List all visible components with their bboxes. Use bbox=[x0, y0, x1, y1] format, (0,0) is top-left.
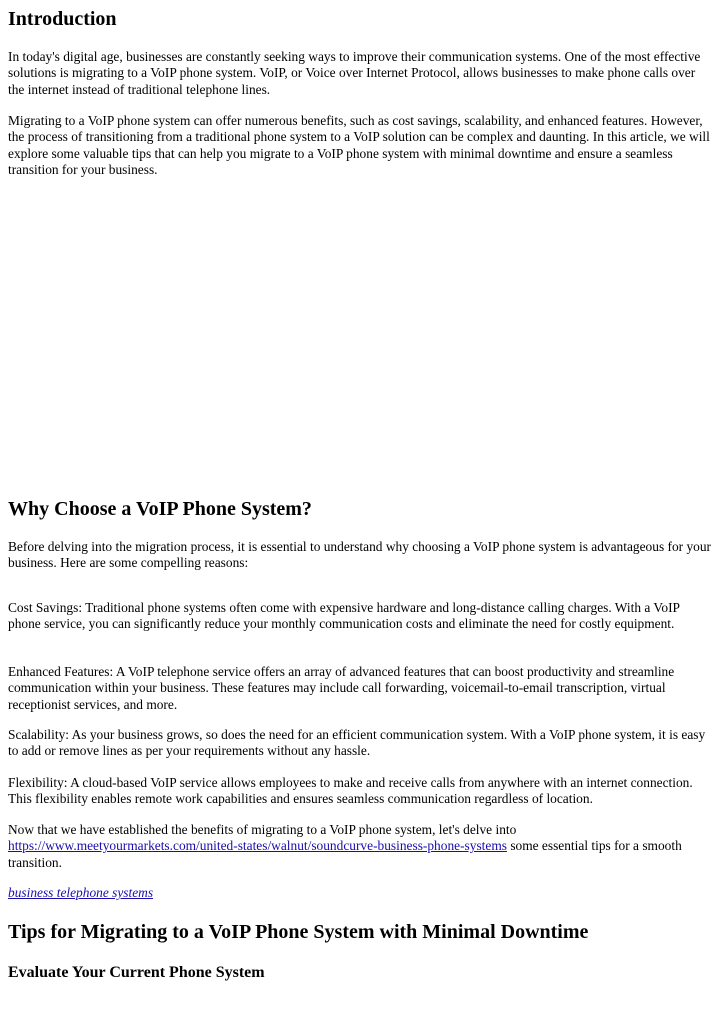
why-paragraph-intro: Before delving into the migration process, it is essential to understand why choosing a VoIP phone system is advantageous for your business. Here are some compelling reasons: bbox=[8, 539, 712, 571]
enhanced-features-paragraph: Enhanced Features: A VoIP telephone service offers an array of advanced features that can boost productivity and streamline communication within your business. These features may include call forwarding, voicemail-to-email transcription, virtual receptionist services, and more. bbox=[8, 664, 675, 712]
transition-text-after: some essential tips for a smooth transition. bbox=[8, 838, 682, 870]
transition-text-before: Now that we have established the benefits of migrating to a VoIP phone system, let's delve into bbox=[8, 822, 517, 837]
flexibility-paragraph: Flexibility: A cloud-based VoIP service allows employees to make and receive calls from anywhere with an internet connection. This flexibility enables remote work capabilities and ensures seamless communication regardless of location. bbox=[8, 775, 693, 807]
business-telephone-link-paragraph bbox=[8, 885, 714, 901]
transition-paragraph bbox=[8, 822, 714, 871]
cost-savings-paragraph: Cost Savings: Traditional phone systems often come with expensive hardware and long-distance calling charges. With a VoIP phone service, you can significantly reduce your monthly communication costs and eliminate the need for costly equipment. bbox=[8, 600, 680, 632]
intro-paragraph-1: In today's digital age, businesses are constantly seeking ways to improve their communication systems. One of the most effective solutions is migrating to a VoIP phone system. VoIP, or Voice over Internet Protocol, allows businesses to make phone calls over the internet instead of traditional telephone lines. bbox=[8, 49, 701, 97]
meetyourmarkets-link[interactable]: https://www.meetyourmarkets.com/united-states/walnut/soundcurve-business-phone-systems bbox=[8, 838, 507, 854]
intro-heading: Introduction bbox=[8, 8, 117, 30]
evaluate-subheading: Evaluate Your Current Phone System bbox=[8, 964, 265, 981]
intro-paragraph-2: Migrating to a VoIP phone system can offer numerous benefits, such as cost savings, scalability, and enhanced features. However, the process of transitioning from a traditional phone system to a VoIP solution can be complex and daunting. In this article, we will explore some valuable tips that can help you migrate to a VoIP phone system with minimal downtime and ensure a seamless transition for your business. bbox=[8, 113, 710, 177]
business-telephone-systems-link[interactable]: business telephone systems bbox=[8, 885, 154, 900]
scalability-paragraph: Scalability: As your business grows, so does the need for an efficient communication system. With a VoIP phone system, it is easy to add or remove lines as per your requirements without any hassle. bbox=[8, 727, 706, 759]
why-heading: Why Choose a VoIP Phone System? bbox=[8, 498, 312, 520]
tips-heading: Tips for Migrating to a VoIP Phone System with Minimal Downtime bbox=[8, 921, 589, 943]
